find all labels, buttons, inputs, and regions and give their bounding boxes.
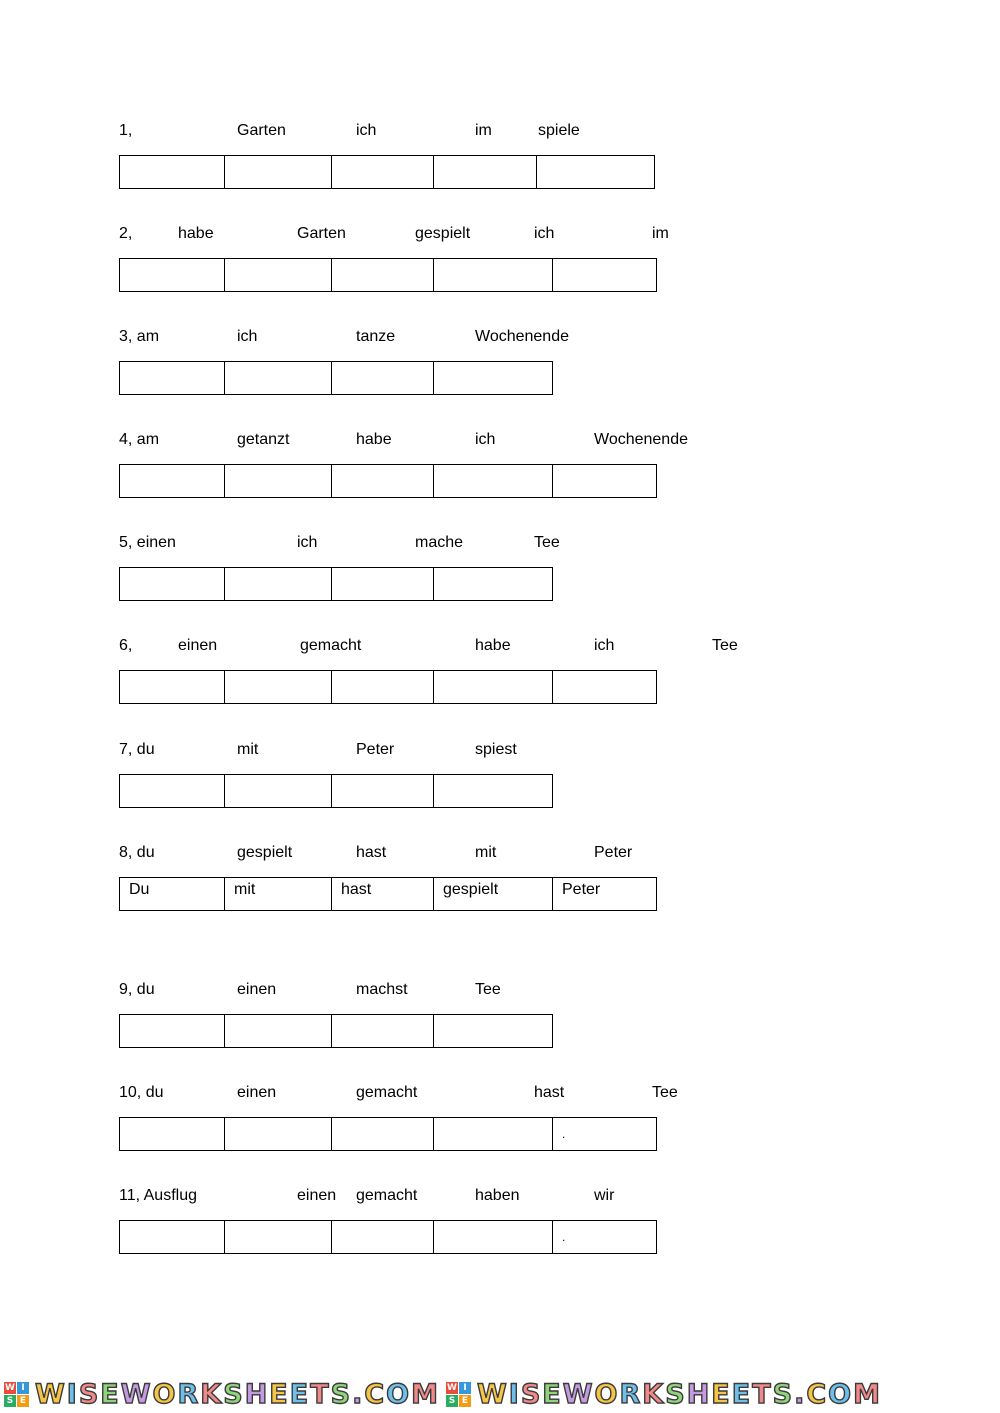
exercise-1: [0, 121, 1000, 201]
answer-cell[interactable]: [120, 259, 225, 291]
scrambled-word: hast: [356, 844, 387, 861]
answer-cell[interactable]: [332, 362, 434, 394]
scrambled-word: Tee: [712, 637, 738, 654]
scrambled-word: ich: [534, 225, 555, 242]
exercise-5: [0, 533, 1000, 613]
exercise-number-word: 9, du: [119, 981, 155, 998]
answer-cell[interactable]: [225, 775, 332, 807]
answer-grid: [119, 258, 657, 292]
exercise-8: [0, 843, 1000, 923]
answer-cell[interactable]: [332, 1015, 434, 1047]
scrambled-word: wir: [594, 1187, 615, 1204]
exercise-6: [0, 636, 1000, 716]
answer-cell[interactable]: [225, 465, 332, 497]
scrambled-word: mit: [475, 844, 497, 861]
answer-cell[interactable]: [225, 259, 332, 291]
answer-cell[interactable]: [332, 1221, 434, 1253]
answer-cell[interactable]: [332, 1118, 434, 1150]
scrambled-word: hast: [534, 1084, 565, 1101]
exercise-number-word: 7, du: [119, 741, 155, 758]
exercise-number-word: 10, du: [119, 1084, 164, 1101]
answer-cell[interactable]: [120, 568, 225, 600]
answer-cell[interactable]: [332, 568, 434, 600]
answer-cell[interactable]: Du: [120, 878, 225, 910]
logo-letter: I: [17, 1382, 29, 1394]
scrambled-word: ich: [297, 534, 318, 551]
scrambled-word: im: [475, 122, 492, 139]
answer-cell[interactable]: [332, 775, 434, 807]
answer-grid: [119, 1220, 657, 1254]
answer-cell[interactable]: mit: [225, 878, 332, 910]
scrambled-word: einen: [178, 637, 218, 654]
answer-cell[interactable]: [120, 465, 225, 497]
logo-letter: E: [17, 1395, 29, 1407]
scrambled-word: einen: [237, 981, 277, 998]
scrambled-word: mache: [415, 534, 464, 551]
exercise-number-word: 4, am: [119, 431, 160, 448]
answer-cell[interactable]: [120, 671, 225, 703]
scrambled-word: ich: [356, 122, 377, 139]
answer-cell[interactable]: [225, 1118, 332, 1150]
scrambled-word: spiele: [538, 122, 580, 139]
answer-cell[interactable]: [434, 775, 553, 807]
answer-cell[interactable]: [434, 465, 553, 497]
scrambled-word: gespielt: [415, 225, 471, 242]
scrambled-word: Garten: [237, 122, 286, 139]
scrambled-word: Peter: [594, 844, 633, 861]
logo-letter: W: [447, 1383, 457, 1393]
scrambled-word: Wochenende: [475, 328, 569, 345]
exercise-10: [0, 1083, 1000, 1163]
exercise-4: [0, 430, 1000, 510]
scrambled-word: gespielt: [237, 844, 293, 861]
logo-letter: S: [446, 1395, 458, 1407]
answer-cell[interactable]: [434, 1221, 553, 1253]
logo-letter: W: [5, 1383, 15, 1393]
answer-cell[interactable]: [332, 156, 434, 188]
scrambled-word: spiest: [475, 741, 517, 758]
answer-grid: [119, 1014, 553, 1048]
answer-cell[interactable]: .: [553, 1221, 657, 1253]
scrambled-word: habe: [475, 637, 511, 654]
logo-letter: I: [459, 1382, 471, 1394]
answer-grid: [119, 361, 553, 395]
logo-letter: S: [4, 1395, 16, 1407]
answer-cell[interactable]: [225, 156, 332, 188]
scrambled-word: ich: [475, 431, 496, 448]
answer-cell[interactable]: [434, 671, 553, 703]
scrambled-word: tanze: [356, 328, 396, 345]
brand-text: WISEWORKSHEETS.COM: [35, 1379, 440, 1410]
answer-cell[interactable]: [225, 1015, 332, 1047]
scrambled-word: machst: [356, 981, 408, 998]
scrambled-word: Peter: [356, 741, 395, 758]
brand-text: WISEWORKSHEETS.COM: [477, 1379, 882, 1410]
answer-cell[interactable]: [120, 362, 225, 394]
scrambled-word: Wochenende: [594, 431, 688, 448]
scrambled-word: habe: [178, 225, 214, 242]
answer-cell[interactable]: [120, 156, 225, 188]
scrambled-word: im: [652, 225, 669, 242]
exercise-7: [0, 740, 1000, 820]
wiseworksheets-logo-icon: [446, 1382, 471, 1407]
answer-grid: [119, 774, 553, 808]
answer-cell[interactable]: [225, 362, 332, 394]
answer-cell[interactable]: [120, 1015, 225, 1047]
scrambled-word: Tee: [652, 1084, 678, 1101]
scrambled-word: Garten: [297, 225, 346, 242]
answer-cell[interactable]: [332, 259, 434, 291]
answer-cell[interactable]: [120, 1118, 225, 1150]
answer-cell[interactable]: [434, 568, 553, 600]
answer-cell[interactable]: [553, 465, 657, 497]
answer-cell[interactable]: [225, 671, 332, 703]
answer-cell[interactable]: [332, 465, 434, 497]
answer-cell[interactable]: [553, 671, 657, 703]
scrambled-word: gemacht: [300, 637, 362, 654]
answer-grid: [119, 877, 657, 911]
answer-grid: [119, 464, 657, 498]
scrambled-word: haben: [475, 1187, 520, 1204]
scrambled-word: habe: [356, 431, 392, 448]
exercise-number-word: 6,: [119, 637, 133, 654]
answer-cell[interactable]: [434, 362, 553, 394]
scrambled-word: einen: [237, 1084, 277, 1101]
answer-cell[interactable]: [434, 1015, 553, 1047]
answer-cell[interactable]: gespielt: [434, 878, 553, 910]
answer-cell[interactable]: Peter: [553, 878, 657, 910]
scrambled-word: einen: [297, 1187, 337, 1204]
answer-cell[interactable]: [225, 1221, 332, 1253]
scrambled-word: ich: [594, 637, 615, 654]
exercise-9: [0, 980, 1000, 1060]
answer-cell[interactable]: .: [553, 1118, 657, 1150]
answer-cell[interactable]: [553, 259, 657, 291]
answer-cell[interactable]: [120, 775, 225, 807]
exercise-11: [0, 1186, 1000, 1266]
answer-grid: [119, 1117, 657, 1151]
wiseworksheets-logo-icon: [4, 1382, 29, 1407]
exercise-number-word: 2,: [119, 225, 133, 242]
exercise-number-word: 3, am: [119, 328, 160, 345]
exercise-3: [0, 327, 1000, 407]
answer-cell[interactable]: [434, 259, 553, 291]
answer-grid: [119, 567, 553, 601]
footer-watermark: [0, 1376, 1000, 1413]
exercise-number-word: 11, Ausflug: [119, 1187, 197, 1204]
exercise-number-word: 5, einen: [119, 534, 176, 551]
scrambled-word: Tee: [534, 534, 560, 551]
scrambled-word: ich: [237, 328, 258, 345]
exercise-2: [0, 224, 1000, 304]
answer-cell[interactable]: [120, 1221, 225, 1253]
exercise-number-word: 8, du: [119, 844, 155, 861]
answer-cell[interactable]: [225, 568, 332, 600]
scrambled-word: gemacht: [356, 1187, 418, 1204]
answer-cell[interactable]: [434, 156, 537, 188]
exercise-number-word: 1,: [119, 122, 133, 139]
answer-grid: [119, 670, 657, 704]
answer-cell[interactable]: hast: [332, 878, 434, 910]
scrambled-word: getanzt: [237, 431, 290, 448]
answer-cell[interactable]: [537, 156, 655, 188]
scrambled-word: mit: [237, 741, 259, 758]
logo-letter: E: [459, 1395, 471, 1407]
answer-grid: [119, 155, 655, 189]
scrambled-word: Tee: [475, 981, 501, 998]
answer-cell[interactable]: [434, 1118, 553, 1150]
scrambled-word: gemacht: [356, 1084, 418, 1101]
answer-cell[interactable]: [332, 671, 434, 703]
